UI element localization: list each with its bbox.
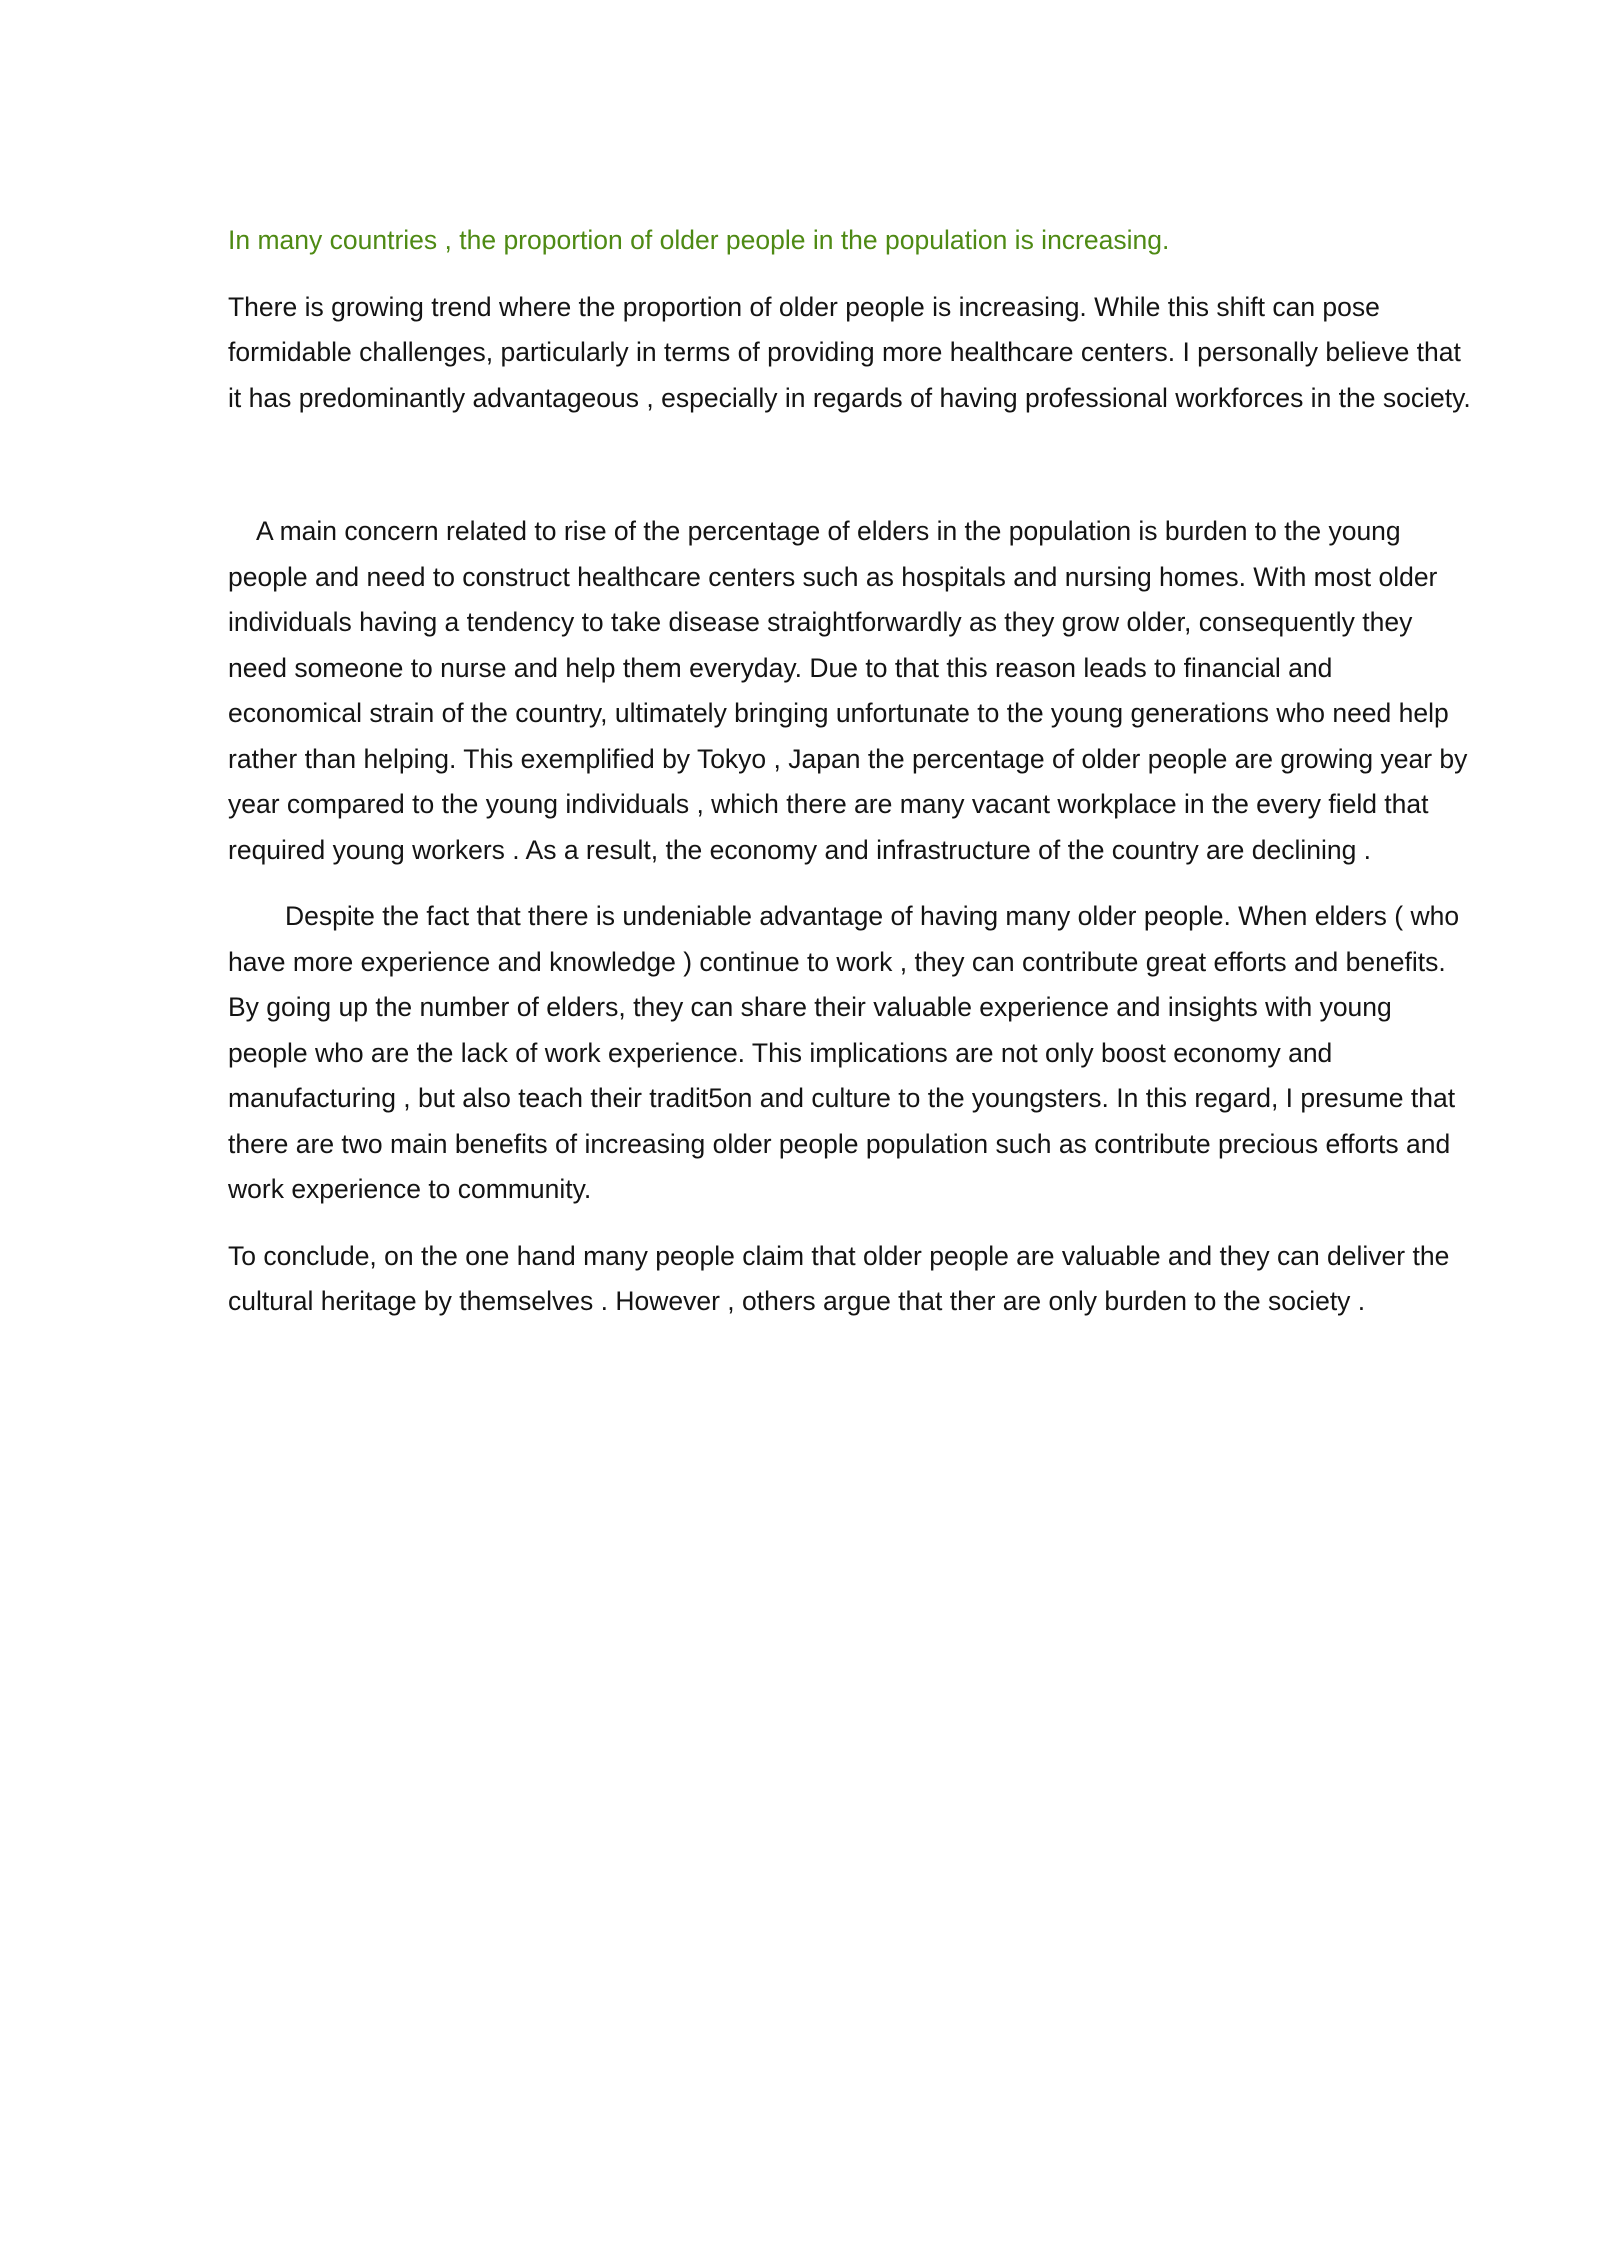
paragraph-spacer	[228, 421, 1473, 509]
document-body	[228, 218, 1473, 1346]
body-paragraph-advantage: Despite the fact that there is undeniable advantage of having many older people. When elders ( who have more experience and knowledge ) continue to work , they can contribute great efforts and benefits. By going up the number of elders, they can share their valuable experience and insights with young people who are the lack of work experience. This implications are not only boost economy and manufacturing , but also teach their tradit5on and culture to the youngsters. In this regard, I presume that there are two main benefits of increasing older people population such as contribute precious efforts and work experience to community.	[228, 901, 1460, 1204]
conclusion-paragraph: To conclude, on the one hand many people claim that older people are valuable and they can deliver the cultural heritage by themselves . However , others argue that ther are only burden to the society .	[228, 1240, 1450, 1316]
essay-prompt-title: In many countries , the proportion of older people in the population is increasing.	[228, 225, 1170, 255]
body-paragraph-concern: A main concern related to rise of the percentage of elders in the population is burden to the young people and need to construct healthcare centers such as hospitals and nursing homes. With most older individuals having a tendency to take disease straightforwardly as they grow older, consequently they need someone to nurse and help them everyday. Due to that this reason leads to financial and economical strain of the country, ultimately bringing unfortunate to the young generations who need help rather than helping. This exemplified by Tokyo , Japan the percentage of older people are growing year by year compared to the young individuals , which there are many vacant workplace in the every field that required young workers . As a result, the economy and infrastructure of the country are declining .	[228, 516, 1468, 865]
intro-paragraph: There is growing trend where the proportion of older people is increasing. While this shift can pose formidable challenges, particularly in terms of providing more healthcare centers. I personally believe that it has predominantly advantageous , especially in regards of having professional workforces in the society.	[228, 291, 1471, 413]
